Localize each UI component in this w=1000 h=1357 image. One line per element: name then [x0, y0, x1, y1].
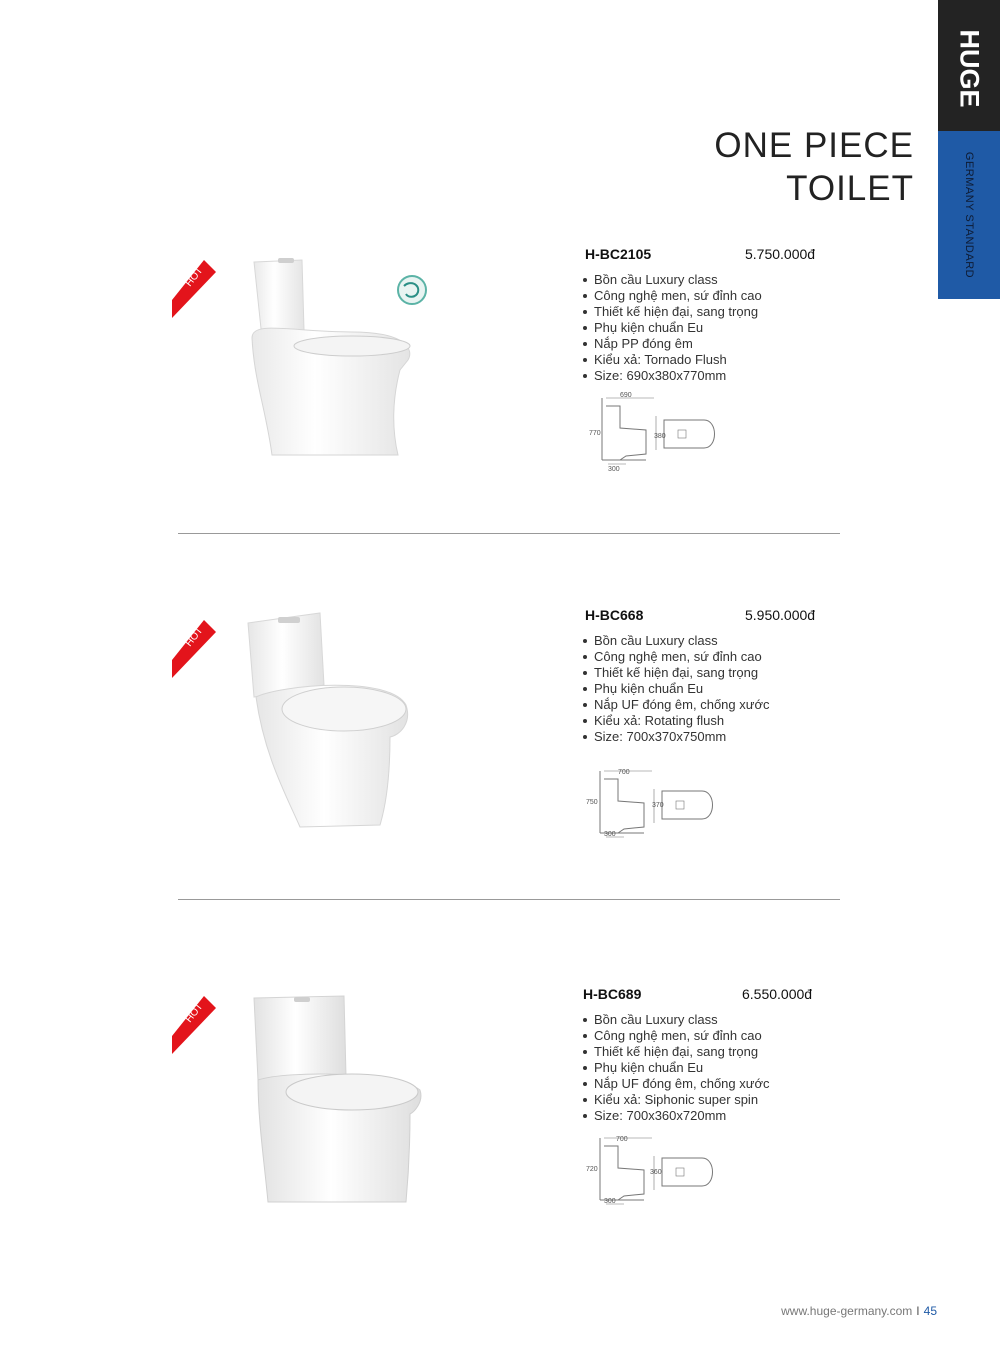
- dim-width: 360: [650, 1169, 662, 1176]
- product-header: [580, 607, 840, 627]
- page-title: [714, 124, 914, 210]
- product-info: [580, 246, 840, 384]
- feature-item: Size: 700x370x750mm: [580, 729, 840, 745]
- tagline: [944, 135, 994, 295]
- feature-item: Phụ kiện chuẩn Eu: [580, 681, 840, 697]
- feature-item: Thiết kế hiện đại, sang trọng: [580, 304, 840, 320]
- feature-item: Size: 700x360x720mm: [580, 1108, 840, 1124]
- divider: [178, 899, 840, 900]
- feature-item: Kiểu xả: Rotating flush: [580, 713, 840, 729]
- product-info: [580, 607, 840, 745]
- dim-height: 770: [589, 430, 601, 437]
- feature-item: Kiểu xả: Siphonic super spin: [580, 1092, 840, 1108]
- feature-item: Bồn cầu Luxury class: [580, 272, 840, 288]
- feature-item: Phụ kiện chuẩn Eu: [580, 1060, 840, 1076]
- feature-item: Nắp UF đóng êm, chống xước: [580, 697, 840, 713]
- product-photo: [240, 605, 420, 840]
- product-model: H-BC668: [585, 607, 644, 623]
- feature-item: Size: 690x380x770mm: [580, 368, 840, 384]
- dim-length: 700: [618, 769, 630, 776]
- footer-url[interactable]: www.huge-germany.com: [781, 1304, 913, 1318]
- dim-length: 690: [620, 392, 632, 399]
- dim-rough: 300: [608, 466, 620, 472]
- product-header: [580, 986, 840, 1006]
- feature-list: [580, 633, 840, 745]
- hot-badge: [172, 260, 216, 318]
- dimension-diagram: [584, 763, 724, 850]
- feature-item: Thiết kế hiện đại, sang trọng: [580, 665, 840, 681]
- feature-item: Thiết kế hiện đại, sang trọng: [580, 1044, 840, 1060]
- brand-logo: [944, 10, 994, 126]
- hot-badge: [172, 996, 216, 1054]
- dimension-diagram: [586, 390, 726, 477]
- feature-item: Công nghệ men, sứ đỉnh cao: [580, 288, 840, 304]
- page-number: 45: [923, 1304, 937, 1318]
- feature-list: [580, 272, 840, 384]
- hot-badge-text: HOT: [183, 1001, 206, 1025]
- feature-item: Bồn cầu Luxury class: [580, 633, 840, 649]
- hot-badge: [172, 620, 216, 678]
- toilet-image: [240, 605, 420, 835]
- toilet-image: [248, 990, 428, 1210]
- product-header: [580, 246, 840, 266]
- dim-width: 380: [654, 433, 666, 440]
- feature-list: [580, 1012, 840, 1124]
- feature-item: Kiểu xả: Tornado Flush: [580, 352, 840, 368]
- feature-item: Công nghệ men, sứ đỉnh cao: [580, 649, 840, 665]
- product-photo: [232, 240, 432, 475]
- feature-item: Bồn cầu Luxury class: [580, 1012, 840, 1028]
- feature-item: Phụ kiện chuẩn Eu: [580, 320, 840, 336]
- brand-text: HUGE: [954, 28, 985, 108]
- toilet-image: [232, 240, 432, 470]
- side-tab: [938, 0, 1000, 299]
- page-title-line1: ONE PIECE: [714, 126, 914, 165]
- dim-length: 700: [616, 1136, 628, 1143]
- product-price: 5.750.000đ: [745, 246, 816, 262]
- product-info: [580, 986, 840, 1124]
- dim-height: 720: [586, 1166, 598, 1173]
- dim-rough: 300: [604, 1198, 616, 1205]
- feature-item: Nắp PP đóng êm: [580, 336, 840, 352]
- dim-rough: 300: [604, 831, 616, 838]
- product-price: 5.950.000đ: [745, 607, 816, 623]
- dimension-diagram: [584, 1130, 724, 1217]
- tagline-text: GERMANY STANDARD: [963, 151, 976, 279]
- feature-item: Công nghệ men, sứ đỉnh cao: [580, 1028, 840, 1044]
- dim-width: 370: [652, 802, 664, 809]
- dim-height: 750: [586, 799, 598, 806]
- hot-badge-text: HOT: [183, 265, 206, 289]
- divider: [178, 533, 840, 534]
- product-model: H-BC689: [583, 986, 642, 1002]
- product-model: H-BC2105: [585, 246, 652, 262]
- footer-separator: I: [916, 1304, 920, 1318]
- product-price: 6.550.000đ: [742, 986, 813, 1002]
- hot-badge-text: HOT: [183, 625, 206, 649]
- feature-item: Nắp UF đóng êm, chống xước: [580, 1076, 840, 1092]
- page-title-line2: TOILET: [786, 169, 914, 208]
- footer: [781, 1304, 937, 1318]
- product-photo: [248, 990, 428, 1215]
